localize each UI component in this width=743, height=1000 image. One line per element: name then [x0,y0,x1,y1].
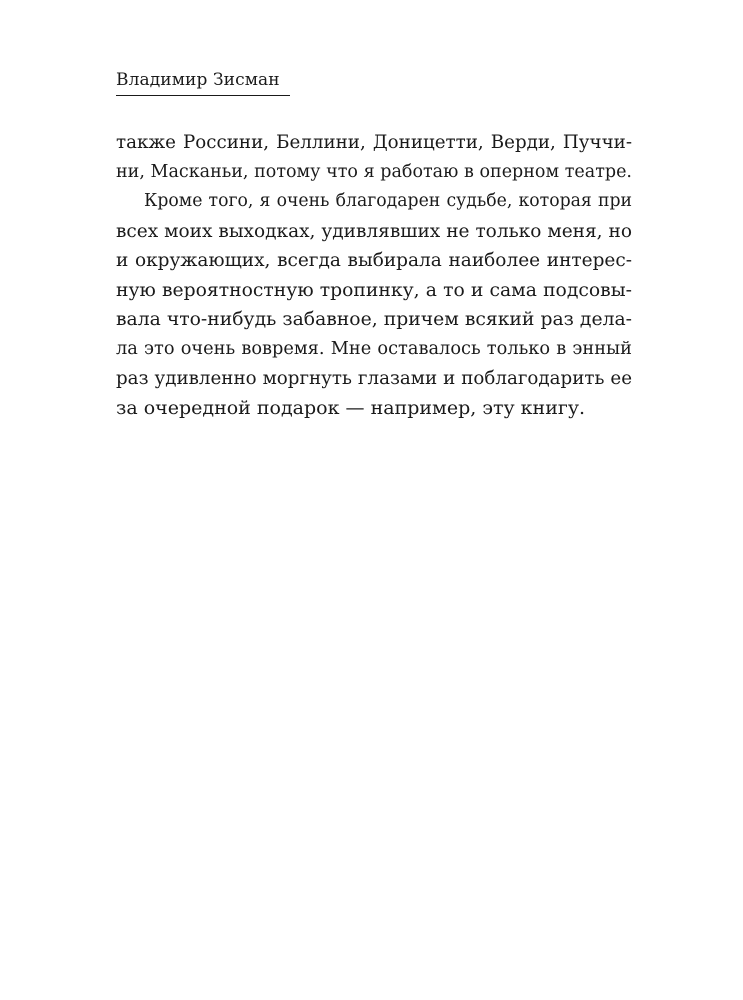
text-line: ни, Масканьи, потому что я работаю в оперном театре. [116,161,632,182]
paragraph-end-line: за очередной подарок — например, эту книгу. [116,396,586,419]
text-line: всех моих выходках, удивлявших не только меня, но [116,220,632,242]
text-line: вала что-нибудь забавное, причем всякий раз дела- [116,309,632,330]
text-line: также Россини, Беллини, Доницетти, Верди, Пуччи- [116,132,632,153]
text-line: и окружающих, всегда выбирала наиболее интерес- [116,250,632,271]
running-head-author: Владимир Зисман [116,68,290,96]
text-line: раз удивленно моргнуть глазами и поблагодарить ее [116,368,632,389]
text-line: ную вероятностную тропинку, а то и сама подсовы- [116,279,632,301]
body-text [116,128,632,423]
paragraph-start-line: Кроме того, я очень благодарен судьбе, которая при [144,191,632,211]
text-line: ла это очень вовремя. Мне оставалось только в энный [116,338,632,359]
